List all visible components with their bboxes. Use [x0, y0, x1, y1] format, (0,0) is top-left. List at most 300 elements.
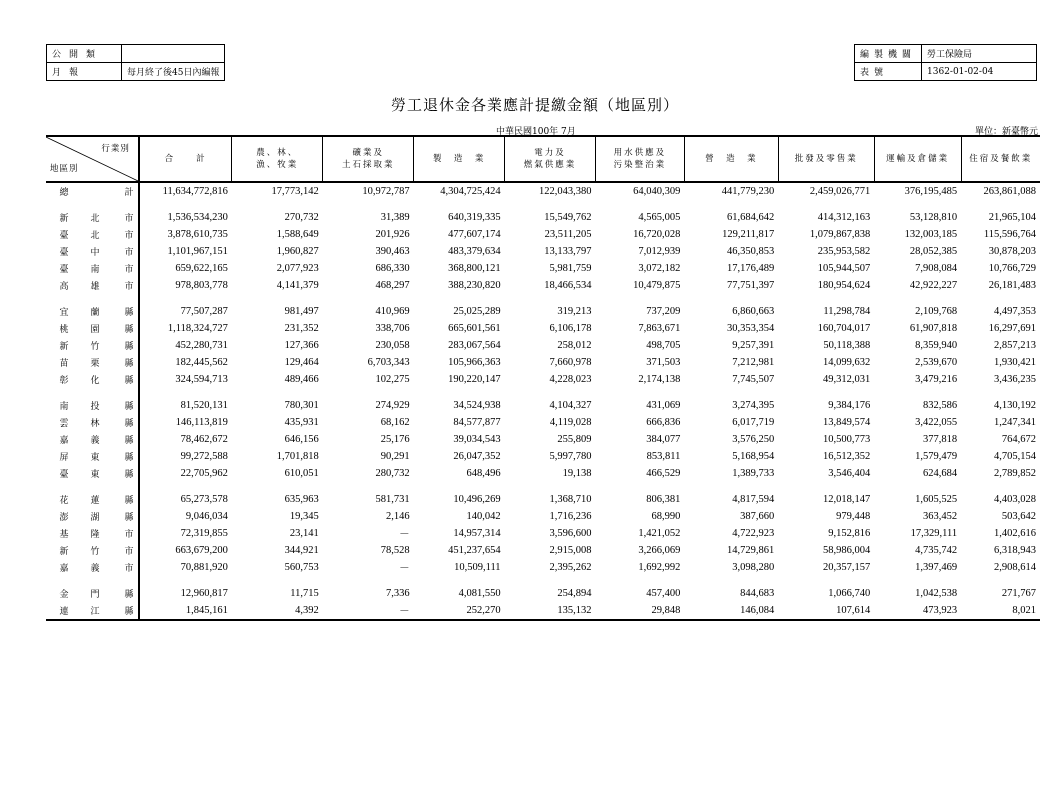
- value-cell: 12,960,817: [180, 588, 228, 599]
- region-name-char: 栗: [90, 359, 100, 369]
- value-cell: 489,466: [284, 374, 319, 385]
- column-header-line: 土石採取業: [341, 160, 395, 170]
- region-name-char: 市: [124, 530, 134, 540]
- value-cell: 764,672: [1001, 434, 1036, 445]
- value-cell: 4,104,327: [549, 400, 592, 411]
- value-cell: 376,195,485: [904, 186, 958, 197]
- value-cell: 10,972,787: [362, 186, 410, 197]
- value-cell: 16,720,028: [633, 229, 681, 240]
- region-name-char: 市: [124, 564, 134, 574]
- value-cell: 3,878,610,735: [167, 229, 228, 240]
- region-name-char: 臺: [59, 231, 69, 241]
- spacer-region-cell: [46, 482, 139, 491]
- value-cell: 84,577,877: [453, 417, 501, 428]
- column-header-line: 漁、牧業: [256, 160, 299, 170]
- value-cell: 466,529: [646, 468, 681, 479]
- value-cell: 1,960,827: [276, 246, 319, 257]
- table-row: [46, 260, 1040, 277]
- industry-axis-label: 行業別: [101, 144, 130, 154]
- value-cell: 9,257,391: [732, 340, 775, 351]
- value-cell: 231,352: [284, 323, 319, 334]
- value-cell: 1,397,469: [915, 562, 958, 573]
- value-cell: 1,389,733: [732, 468, 775, 479]
- region-name-char: 縣: [124, 607, 134, 617]
- region-name-char: 縣: [124, 590, 134, 600]
- value-cell: 99,272,588: [180, 451, 228, 462]
- region-name-char: 花: [59, 496, 69, 506]
- region-name-char: 市: [124, 231, 134, 241]
- region-name-cell: [46, 465, 139, 482]
- region-axis-label: 地區別: [50, 164, 79, 174]
- value-cell: 2,539,670: [915, 357, 958, 368]
- region-name-char: 隆: [90, 530, 100, 540]
- value-cell: 646,156: [284, 434, 319, 445]
- value-cell: 127,366: [284, 340, 319, 351]
- value-cell: 9,384,176: [828, 400, 871, 411]
- header-left-box: [46, 44, 225, 81]
- value-cell: 19,138: [562, 468, 592, 479]
- value-cell: 319,213: [557, 306, 592, 317]
- table-row: [46, 397, 1040, 414]
- header-row-agency: [855, 45, 1037, 63]
- region-name-char: 市: [124, 265, 134, 275]
- value-cell: 30,353,354: [727, 323, 775, 334]
- classification-value: [122, 45, 225, 63]
- statistics-table: [46, 135, 1040, 621]
- value-cell: 468,297: [375, 280, 410, 291]
- value-cell: 7,660,978: [549, 357, 592, 368]
- region-name-cell: [46, 354, 139, 371]
- value-cell: 10,479,875: [633, 280, 681, 291]
- column-header-9: [961, 136, 1040, 182]
- table-row: [46, 414, 1040, 431]
- value-cell: 1,402,616: [994, 528, 1036, 539]
- value-cell: 483,379,634: [448, 246, 501, 257]
- value-cell: 122,043,380: [538, 186, 592, 197]
- spacer-cell: [139, 482, 1040, 491]
- column-header-line: 營 造 業: [705, 154, 758, 164]
- column-header-line: 運輸及倉儲業: [886, 154, 950, 164]
- region-name-char: 基: [59, 530, 69, 540]
- value-cell: 1,716,236: [549, 511, 592, 522]
- region-name-char: 金: [59, 590, 69, 600]
- value-cell: 235,953,582: [817, 246, 871, 257]
- value-cell: 2,109,768: [915, 306, 958, 317]
- value-cell: 473,923: [874, 602, 961, 620]
- frequency-label: 月報: [47, 63, 122, 81]
- region-name-char: 湖: [90, 513, 100, 523]
- region-name-char: 林: [90, 419, 100, 429]
- value-cell: 338,706: [375, 323, 410, 334]
- table-number-value: 1362-01-02-04: [922, 63, 1037, 81]
- value-cell: 64,040,309: [633, 186, 681, 197]
- region-name-char: 臺: [59, 470, 69, 480]
- value-cell: 648,496: [466, 468, 501, 479]
- column-header-1: [232, 136, 323, 182]
- value-cell: 81,520,131: [180, 400, 228, 411]
- table-row: [46, 448, 1040, 465]
- table-row: [46, 243, 1040, 260]
- table-row: [46, 320, 1040, 337]
- value-cell: 979,448: [836, 511, 871, 522]
- value-cell: 271,767: [1001, 588, 1036, 599]
- value-cell: 53,128,810: [909, 212, 958, 223]
- region-name-char: 宜: [59, 308, 69, 318]
- region-name-cell: [46, 397, 139, 414]
- table-row: [46, 542, 1040, 559]
- value-cell: 9,152,816: [828, 528, 871, 539]
- table-body: [46, 182, 1040, 620]
- value-cell: 414,312,163: [817, 212, 871, 223]
- region-name-cell: [46, 226, 139, 243]
- value-cell: 1,118,324,727: [167, 323, 228, 334]
- value-cell: 65,273,578: [180, 494, 228, 505]
- region-name-char: 市: [124, 547, 134, 557]
- value-cell: 10,500,773: [823, 434, 871, 445]
- region-name-char: 桃: [59, 325, 69, 335]
- region-name-char: 高: [59, 282, 69, 292]
- value-cell: 1,930,421: [994, 357, 1036, 368]
- value-cell: 581,731: [375, 494, 410, 505]
- value-cell: 26,181,483: [988, 280, 1036, 291]
- spacer-region-cell: [46, 200, 139, 209]
- column-header-line: 燃氣供應業: [523, 160, 577, 170]
- region-name-char: 義: [90, 436, 100, 446]
- header-right-box: [854, 44, 1037, 81]
- region-name-cell: [46, 508, 139, 525]
- region-name-cell: [46, 414, 139, 431]
- spacer-row: [46, 388, 1040, 397]
- value-cell: 3,266,069: [638, 545, 681, 556]
- region-name-cell: [46, 602, 139, 620]
- region-name-char: 市: [124, 282, 134, 292]
- region-name-cell: [46, 303, 139, 320]
- region-name-char: 中: [90, 248, 100, 258]
- value-cell: 280,732: [375, 468, 410, 479]
- region-name-cell: [46, 525, 139, 542]
- value-cell: 441,779,230: [721, 186, 775, 197]
- value-cell: 26,047,352: [453, 451, 501, 462]
- region-name-char: 北: [90, 231, 100, 241]
- value-cell: 686,330: [375, 263, 410, 274]
- column-header-4: [505, 136, 596, 182]
- value-cell: 635,963: [284, 494, 319, 505]
- column-header-3: [414, 136, 505, 182]
- value-cell: 21,965,104: [988, 212, 1036, 223]
- region-name-cell: [46, 448, 139, 465]
- value-cell: 431,069: [646, 400, 681, 411]
- region-name-char: 新: [59, 342, 69, 352]
- value-cell: 180,954,624: [817, 280, 871, 291]
- value-cell: 6,106,178: [549, 323, 592, 334]
- table-row: [46, 226, 1040, 243]
- value-cell: 10,496,269: [453, 494, 501, 505]
- value-cell: 7,012,939: [638, 246, 681, 257]
- value-cell: 90,291: [380, 451, 410, 462]
- spacer-cell: [139, 200, 1040, 209]
- header-row-frequency: [47, 63, 225, 81]
- spacer-row: [46, 482, 1040, 491]
- value-cell: 140,042: [466, 511, 501, 522]
- value-cell: 146,084: [684, 602, 778, 620]
- value-cell: 14,729,861: [727, 545, 775, 556]
- value-cell: 4,304,725,424: [440, 186, 501, 197]
- value-cell: 7,745,507: [732, 374, 775, 385]
- value-cell: 4,817,594: [732, 494, 775, 505]
- column-header-7: [778, 136, 874, 182]
- region-name-char: 竹: [90, 547, 100, 557]
- region-name-char: 江: [90, 607, 100, 617]
- value-cell: 5,981,759: [549, 263, 592, 274]
- value-cell: 665,601,561: [448, 323, 501, 334]
- value-cell: 503,642: [1001, 511, 1036, 522]
- region-name-char: 蓮: [90, 496, 100, 506]
- region-name-char: 澎: [59, 513, 69, 523]
- value-cell: 7,336: [386, 588, 410, 599]
- value-cell: 16,297,691: [988, 323, 1036, 334]
- value-cell: 13,849,574: [823, 417, 871, 428]
- column-header-line: 電力及: [534, 148, 566, 158]
- value-cell: 388,230,820: [448, 280, 501, 291]
- region-name-cell: [46, 491, 139, 508]
- unit-label: 單位：新臺幣元: [974, 127, 1038, 137]
- region-name-char: 新: [59, 547, 69, 557]
- value-cell: 1,066,740: [828, 588, 871, 599]
- column-header-2: [323, 136, 414, 182]
- spacer-cell: [139, 576, 1040, 585]
- value-cell: 39,034,543: [453, 434, 501, 445]
- value-cell: 410,969: [375, 306, 410, 317]
- value-cell: 477,607,174: [448, 229, 501, 240]
- report-period: 中華民國100年 7月: [496, 127, 576, 137]
- value-cell: 68,162: [380, 417, 410, 428]
- region-name-char: 新: [59, 214, 69, 224]
- value-cell: 105,966,363: [448, 357, 501, 368]
- value-cell: 6,318,943: [994, 545, 1036, 556]
- value-cell: 498,705: [646, 340, 681, 351]
- value-cell: 107,614: [778, 602, 874, 620]
- value-cell: 13,133,797: [544, 246, 592, 257]
- value-cell: 6,017,719: [732, 417, 775, 428]
- value-cell: 14,957,314: [453, 528, 501, 539]
- column-header-0: [139, 136, 232, 182]
- region-name-char: 縣: [124, 376, 134, 386]
- value-cell: 10,766,729: [988, 263, 1036, 274]
- value-cell: 17,176,489: [727, 263, 775, 274]
- region-name-char: 計: [124, 188, 134, 198]
- value-cell: 5,997,780: [549, 451, 592, 462]
- value-cell: 61,684,642: [727, 212, 775, 223]
- agency-label: 編製機關: [855, 45, 922, 63]
- value-cell: 42,922,227: [909, 280, 958, 291]
- value-cell: 6,703,343: [367, 357, 410, 368]
- value-cell: 10,509,111: [454, 562, 501, 573]
- region-name-cell: [46, 320, 139, 337]
- value-cell: 15,549,762: [544, 212, 592, 223]
- value-cell: 1,247,341: [994, 417, 1036, 428]
- value-cell: 3,274,395: [732, 400, 775, 411]
- value-cell: 254,894: [557, 588, 592, 599]
- value-cell: 435,931: [284, 417, 319, 428]
- value-cell: 4,403,028: [994, 494, 1036, 505]
- value-cell: 2,857,213: [994, 340, 1036, 351]
- region-name-char: 東: [90, 453, 100, 463]
- value-cell: 324,594,713: [175, 374, 228, 385]
- region-name-char: 屏: [59, 453, 69, 463]
- region-name-char: 北: [90, 214, 100, 224]
- value-cell: 16,512,352: [823, 451, 871, 462]
- value-cell: －: [399, 529, 410, 540]
- value-cell: 4,705,154: [994, 451, 1036, 462]
- value-cell: 11,634,772,816: [162, 186, 228, 197]
- value-cell: 853,811: [646, 451, 681, 462]
- column-header-line: 批發及零售業: [794, 154, 858, 164]
- value-cell: 1,421,052: [638, 528, 681, 539]
- value-cell: 3,576,250: [732, 434, 775, 445]
- value-cell: 49,312,031: [823, 374, 871, 385]
- value-cell: 61,907,818: [909, 323, 958, 334]
- value-cell: 230,058: [375, 340, 410, 351]
- region-name-char: 雲: [59, 419, 69, 429]
- column-header-5: [595, 136, 684, 182]
- classification-label: 公開類: [47, 45, 122, 63]
- region-name-char: 化: [90, 376, 100, 386]
- column-header-8: [874, 136, 961, 182]
- value-cell: 8,021: [961, 602, 1040, 620]
- value-cell: 4,392: [232, 602, 323, 620]
- table-row: [46, 585, 1040, 602]
- value-cell: 4,141,379: [276, 280, 319, 291]
- value-cell: 3,072,182: [638, 263, 681, 274]
- value-cell: 2,146: [386, 511, 410, 522]
- region-name-char: 縣: [124, 496, 134, 506]
- column-header-line: 製 造 業: [432, 154, 486, 164]
- value-cell: 377,818: [922, 434, 958, 445]
- region-name-char: 蘭: [90, 308, 100, 318]
- value-cell: 18,466,534: [544, 280, 592, 291]
- value-cell: 560,753: [284, 562, 319, 573]
- value-cell: 457,400: [646, 588, 681, 599]
- value-cell: 129,464: [284, 357, 319, 368]
- value-cell: 1,588,649: [276, 229, 319, 240]
- value-cell: 30,878,203: [988, 246, 1036, 257]
- value-cell: 452,280,731: [175, 340, 228, 351]
- region-name-char: 總: [59, 188, 69, 198]
- region-name-char: 竹: [90, 342, 100, 352]
- table-row: [46, 465, 1040, 482]
- value-cell: 58,986,004: [823, 545, 871, 556]
- value-cell: －: [323, 602, 414, 620]
- value-cell: 258,012: [557, 340, 592, 351]
- value-cell: 3,436,235: [994, 374, 1036, 385]
- value-cell: 4,228,023: [549, 374, 592, 385]
- value-cell: 12,018,147: [823, 494, 871, 505]
- value-cell: 368,800,121: [448, 263, 501, 274]
- spacer-region-cell: [46, 576, 139, 585]
- region-name-char: 彰: [59, 376, 69, 386]
- value-cell: 182,445,562: [175, 357, 228, 368]
- value-cell: 4,130,192: [994, 400, 1036, 411]
- region-name-char: 園: [90, 325, 100, 335]
- value-cell: 1,605,525: [915, 494, 958, 505]
- column-header-6: [684, 136, 778, 182]
- table-row: [46, 277, 1040, 294]
- value-cell: 7,908,084: [915, 263, 958, 274]
- value-cell: 1,368,710: [549, 494, 592, 505]
- value-cell: 4,119,028: [549, 417, 592, 428]
- value-cell: 4,735,742: [915, 545, 958, 556]
- value-cell: 1,536,534,230: [167, 212, 228, 223]
- value-cell: 3,479,216: [915, 374, 958, 385]
- spacer-region-cell: [46, 388, 139, 397]
- value-cell: 25,176: [380, 434, 410, 445]
- value-cell: 371,503: [646, 357, 681, 368]
- table-number-label: 表號: [855, 63, 922, 81]
- value-cell: 102,275: [375, 374, 410, 385]
- value-cell: 132,003,185: [904, 229, 958, 240]
- value-cell: 9,046,034: [185, 511, 228, 522]
- region-name-char: 縣: [124, 453, 134, 463]
- table-row: [46, 431, 1040, 448]
- region-name-cell: [46, 585, 139, 602]
- value-cell: 68,990: [651, 511, 681, 522]
- table-row: [46, 508, 1040, 525]
- value-cell: 780,301: [284, 400, 319, 411]
- value-cell: 2,908,614: [994, 562, 1036, 573]
- value-cell: 274,929: [375, 400, 410, 411]
- value-cell: 270,732: [284, 212, 319, 223]
- value-cell: 17,773,142: [271, 186, 319, 197]
- value-cell: 663,679,200: [175, 545, 228, 556]
- value-cell: 20,357,157: [823, 562, 871, 573]
- region-name-cell: [46, 277, 139, 294]
- value-cell: 981,497: [284, 306, 319, 317]
- region-name-char: 雄: [90, 282, 100, 292]
- table-row: [46, 209, 1040, 226]
- column-header-line: 礦業及: [352, 148, 384, 158]
- value-cell: 832,586: [922, 400, 958, 411]
- agency-value: 勞工保險局: [922, 45, 1037, 63]
- value-cell: 4,081,550: [458, 588, 501, 599]
- region-name-cell: [46, 337, 139, 354]
- value-cell: 624,684: [922, 468, 958, 479]
- value-cell: 201,926: [375, 229, 410, 240]
- table-row: [46, 602, 1040, 620]
- value-cell: 344,921: [284, 545, 319, 556]
- region-name-char: 縣: [124, 325, 134, 335]
- value-cell: 77,751,397: [727, 280, 775, 291]
- region-name-char: 投: [90, 402, 100, 412]
- spacer-cell: [139, 388, 1040, 397]
- region-name-cell: [46, 209, 139, 226]
- region-name-char: 義: [90, 564, 100, 574]
- value-cell: 22,705,962: [180, 468, 228, 479]
- frequency-value: 每月終了後45日內編報: [122, 63, 225, 81]
- value-cell: 7,212,981: [732, 357, 775, 368]
- value-cell: 7,863,671: [638, 323, 681, 334]
- value-cell: 28,052,385: [909, 246, 958, 257]
- value-cell: 29,848: [595, 602, 684, 620]
- value-cell: 3,098,280: [732, 562, 775, 573]
- value-cell: 3,422,055: [915, 417, 958, 428]
- value-cell: 252,270: [414, 602, 505, 620]
- value-cell: 978,803,778: [175, 280, 228, 291]
- region-name-char: 市: [124, 214, 134, 224]
- value-cell: 2,077,923: [276, 263, 319, 274]
- spacer-region-cell: [46, 294, 139, 303]
- value-cell: 1,692,992: [638, 562, 681, 573]
- value-cell: 666,836: [646, 417, 681, 428]
